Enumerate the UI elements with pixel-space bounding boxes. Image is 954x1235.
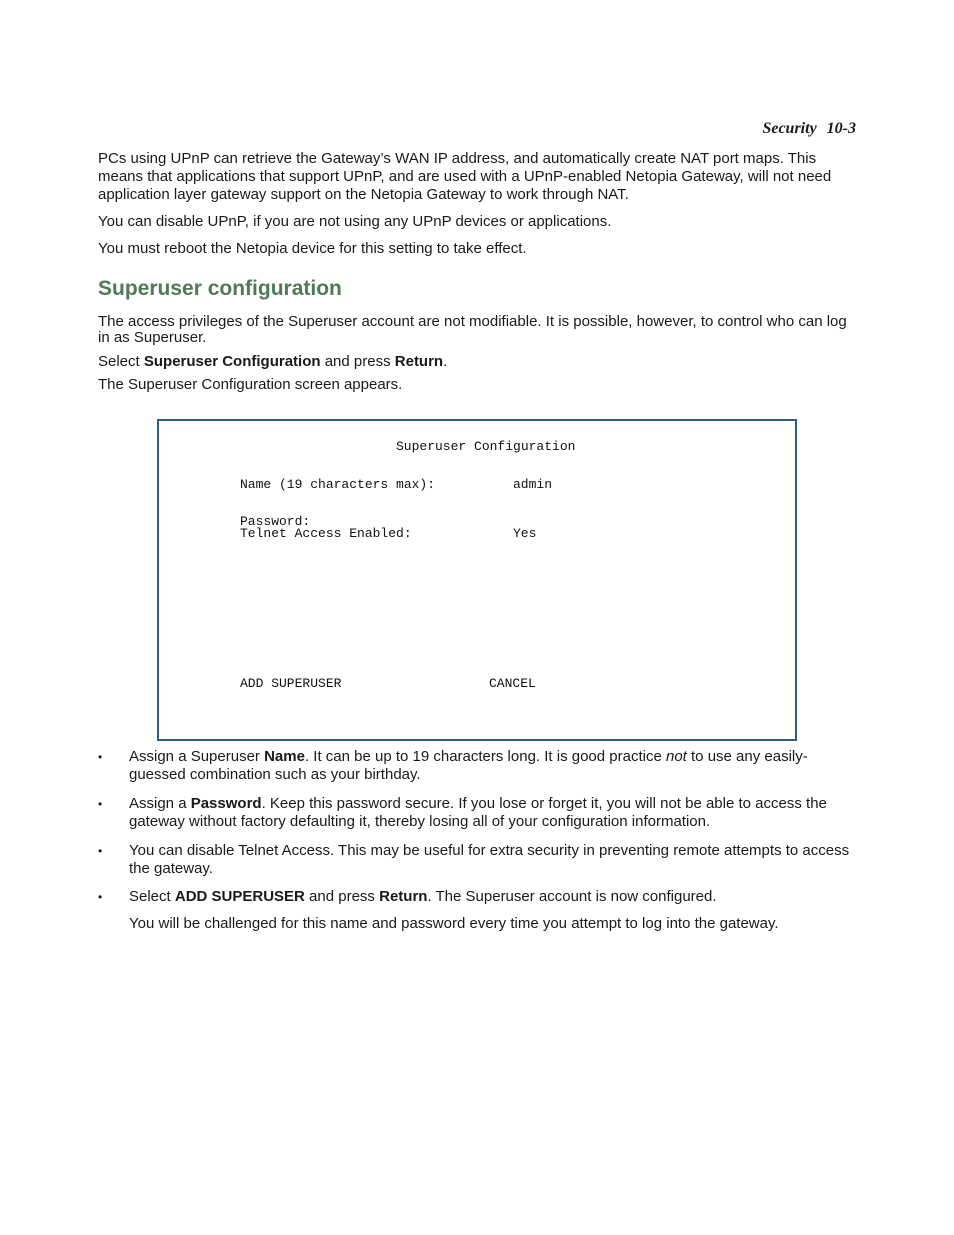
name-field[interactable]: admin <box>513 477 553 492</box>
bullet-text-post: . Keep this password secure. If you lose or forget it, you will not be able to access the gateway without factory defaulting it, thereby losing all of your configuration information. <box>129 795 827 830</box>
bullet-text <box>129 748 857 784</box>
bullet-text-pre: Select <box>129 888 175 905</box>
bullet-text-italic: not <box>665 748 687 765</box>
select-post: . <box>443 353 448 370</box>
bullet-text: You can disable Telnet Access. This may be useful for extra security in preventing remote attempts to access the gateway. <box>129 842 850 877</box>
running-head-section: Security <box>762 120 817 137</box>
select-pre: Select <box>98 353 144 370</box>
superuser-config-screen <box>157 419 797 741</box>
section-title: Superuser configuration <box>98 277 342 300</box>
bullet-text-mid: and press <box>304 888 380 905</box>
bullet-text-post: . The Superuser account is now configured. <box>427 888 717 905</box>
bullet-text <box>129 795 857 831</box>
closing-note: You will be challenged for this name and password every time you attempt to log into the gateway. <box>129 915 779 932</box>
cancel-button[interactable]: CANCEL <box>489 676 536 691</box>
bullet-text-bold: Password <box>190 795 262 812</box>
running-head <box>762 120 856 138</box>
bullet-text-pre: Assign a Superuser <box>129 748 265 765</box>
bullet-icon: • <box>98 844 103 858</box>
section-paragraph: The access privileges of the Superuser account are not modifiable. It is possible, however, to control who can log in as Superuser. <box>98 313 847 346</box>
screen-title: Superuser Configuration <box>396 439 576 454</box>
bullet-text <box>129 888 857 906</box>
bullet-text-post: to use any easily-guessed combination such as your birthday. <box>129 748 808 783</box>
bullet-icon: • <box>98 750 103 764</box>
bullet-icon: • <box>98 797 103 811</box>
select-instruction <box>98 353 858 371</box>
bullet-icon: • <box>98 890 103 904</box>
screen-appears-text: The Superuser Configuration screen appears. <box>98 376 403 393</box>
select-mid: and press <box>320 353 395 370</box>
add-superuser-button[interactable]: ADD SUPERUSER <box>240 676 342 691</box>
intro-paragraph-upnp: PCs using UPnP can retrieve the Gateway’s WAN IP address, and automatically create NAT port maps. This means that applications that support UPnP, and are used with a UPnP-enabled Netopia Gateway, will not need application layer gateway support on the Netopia Gateway to work through NAT. <box>98 150 832 203</box>
bullet-text-mid: . It can be up to 19 characters long. It is good practice <box>304 748 666 765</box>
bullet-text-bold: Name <box>264 748 305 765</box>
select-bold-menu: Superuser Configuration <box>143 353 321 370</box>
intro-paragraph-reboot: You must reboot the Netopia device for this setting to take effect. <box>98 240 527 257</box>
select-bold-key: Return <box>394 353 444 370</box>
intro-paragraph-disable: You can disable UPnP, if you are not using any UPnP devices or applications. <box>98 213 612 230</box>
page-number: 10-3 <box>826 120 856 137</box>
telnet-label: Telnet Access Enabled: <box>240 526 412 541</box>
bullet-text-bold-key: Return <box>379 888 428 905</box>
telnet-toggle[interactable]: Yes <box>513 526 537 541</box>
password-label: Password: <box>240 514 311 529</box>
bullet-text-bold: ADD SUPERUSER <box>174 888 305 905</box>
name-label: Name (19 characters max): <box>240 477 436 492</box>
bullet-text-pre: Assign a <box>129 795 191 812</box>
